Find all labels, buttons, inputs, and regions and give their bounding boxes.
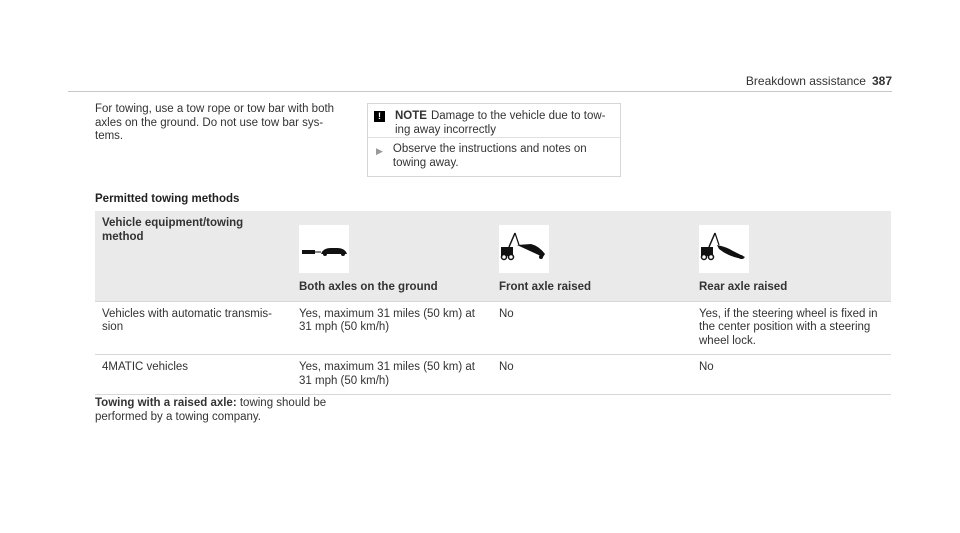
tow-truck-front-raised-icon [499,225,549,273]
intro-paragraph: For towing, use a tow rope or tow bar with both axles on the ground. Do not use tow bar sys-tems. [95,103,335,142]
note-title: Damage to the vehicle due to tow-ing away incorrectly [395,110,606,136]
tow-truck-rear-raised-icon [699,225,749,273]
header-divider [68,91,892,92]
arrow-right-icon: ▶ [376,146,383,156]
row-cell: No [492,355,692,395]
header-both-axles-label: Both axles on the ground [299,281,438,293]
header-front-raised [492,211,692,301]
section-title-header: Breakdown assistance [745,74,866,88]
note-header [368,104,620,138]
outro-bold: Towing with a raised axle: [95,397,237,409]
row-cell: No [692,355,891,395]
car-both-axles-icon [299,225,349,273]
row-cell: Yes, maximum 31 miles (50 km) at 31 mph (50 km/h) [292,355,492,395]
row-cell: Yes, maximum 31 miles (50 km) at 31 mph (50 km/h) [292,301,492,355]
note-instruction [368,138,620,170]
row-cell: Yes, if the steering wheel is fixed in the center position with a steering wheel lock. [692,301,891,355]
page-number: 387 [871,74,892,88]
note-title-block [395,110,612,137]
note-instruction-text: Observe the instructions and notes on towing away. [392,143,587,169]
table-row [95,355,891,395]
table-row [95,301,891,355]
header-front-raised-label: Front axle raised [499,281,592,293]
towing-methods-table [95,211,891,395]
table-header-row [95,211,891,301]
note-label: NOTE [395,110,427,122]
row-vehicle: 4MATIC vehicles [95,355,292,395]
outro-paragraph [95,397,345,424]
header-vehicle-equipment: Vehicle equipment/towing method [95,211,292,301]
warning-icon: ! [374,111,385,122]
header-rear-raised [692,211,891,301]
outro-text: towing should be performed by a towing company. [95,397,327,423]
page-header [746,74,892,88]
row-vehicle: Vehicles with automatic transmis-sion [95,301,292,355]
permitted-towing-title: Permitted towing methods [95,193,240,205]
header-rear-raised-label: Rear axle raised [699,281,788,293]
note-box [367,103,621,177]
header-both-axles [292,211,492,301]
row-cell: No [492,301,692,355]
